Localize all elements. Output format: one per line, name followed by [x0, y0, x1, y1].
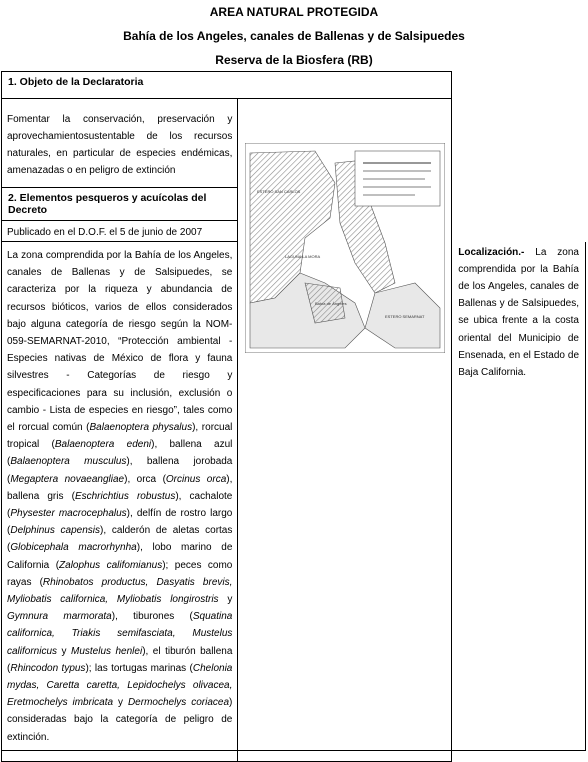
- localization-text: Localización.- La zona comprendida por la Bahía de los Angeles, canales de Ballenas y de Salsipuedes, se ubica frente a la costa oriental del Municipio de Ensenada, en el Estado de Baja California.: [458, 246, 579, 378]
- map-label-2: LAGUNA LA MORA: [284, 254, 320, 259]
- reserve-type: Reserva de la Biosfera (RB): [215, 53, 373, 67]
- map-label-4: ESTERO SEMARNAT: [384, 314, 425, 319]
- location-map: [245, 143, 445, 353]
- publication-date: Publicado en el D.O.F. el 5 de junio de 2007: [2, 221, 238, 242]
- section1-text: Fomentar la conservación, preservación y aprovechamientosustentable de los recursos naturales, en particular de especies endémicas, amenazadas o en peligro de extinción: [2, 99, 238, 188]
- section1-heading: 1. Objeto de la Declaratoria: [2, 72, 452, 99]
- document-header: [0, 0, 588, 72]
- map-label-1: ESTERO SAN CARLOS: [256, 189, 301, 194]
- area-name: Bahía de los Angeles, canales de Ballenas y de Salsipuedes: [123, 29, 465, 43]
- empty-cell-left: [2, 750, 238, 761]
- empty-cell-right: [238, 750, 452, 761]
- localization-cell: [452, 242, 586, 751]
- map-label-3: Bahía de Ángeles: [314, 301, 347, 306]
- species-paragraph: La zona comprendida por la Bahía de los Angeles, canales de Ballenas y de Salsipuedes, se caracteriza por la riqueza y abundancia de recursos bióticos, varios de ellos considerados bajo alguna categoría de riesgo según la NOM-059-SEMARNAT-2010, “Protección ambiental - Especies nativas de México de flora y fauna silvestres - Categorías de riesgo y especificaciones para su inclusión, exclusión o cambio - Lista de especies en riesgo”, tales como el rorcual común (Balaenoptera physalus), rorcual tropical (Balaenoptera edeni), ballena azul (Balaenoptera musculus), ballena jorobada (Megaptera novaeangliae), orca (Orcinus orca), ballena gris (Eschrichtius robustus), cachalote (Physester macrocephalus), delfín de rostro largo (Delphinus capensis), calderón de aletas cortas (Globicephala macrorhynha), lobo marino de California (Zalophus califomianus); peces como rayas (Rhinobatos productus, Dasyatis brevis, Myliobatis californica, Myliobatis longirostris y Gymnura marmorata), tiburones (Squatina californica, Triakis semifasciata, Mustelus californicus y Mustelus henlei), el tiburón ballena (Rhincodon typus); las tortugas marinas (Chelonia mydas, Caretta caretta, Lepidochelys olivacea, Eretmochelys imbricata y Dermochelys coriacea) consideradas bajo la categoría de peligro de extinción.: [2, 242, 238, 751]
- location-cell: [238, 99, 452, 751]
- localization-label: Localización.-: [458, 246, 525, 258]
- declaration-table: [1, 71, 586, 762]
- section2-heading: 2. Elementos pesqueros y acuícolas del Decreto: [2, 188, 238, 221]
- main-title: AREA NATURAL PROTEGIDA: [209, 5, 379, 19]
